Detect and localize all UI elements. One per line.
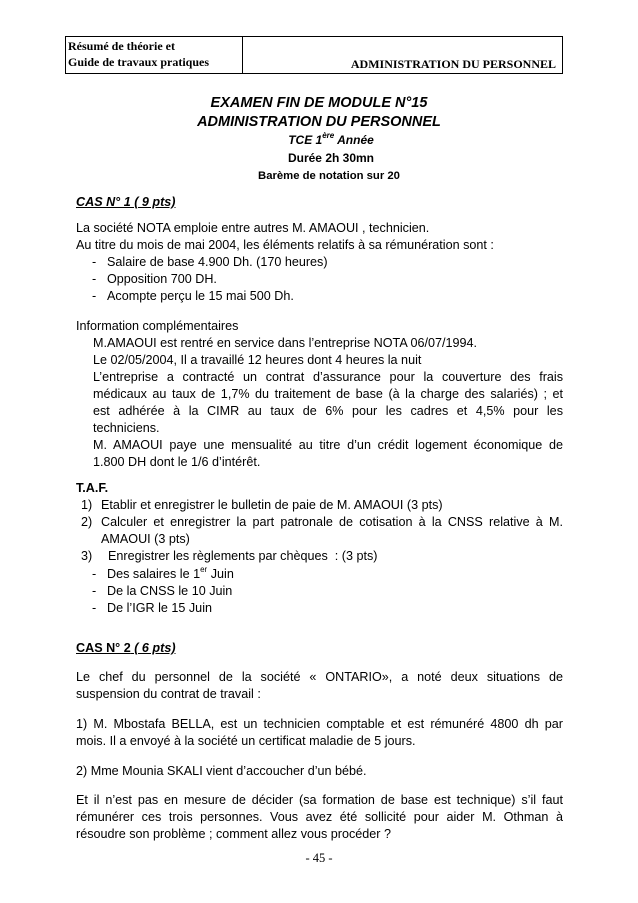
cas2-paragraph-line: Le chef du personnel de la société « ONTARIO», a noté deux situations de — [76, 670, 563, 684]
info-line: 1.800 DH dont le 1/6 d’intérêt. — [93, 455, 261, 469]
remuneration-item: Salaire de base 4.900 Dh. (170 heures) — [107, 255, 328, 269]
reglement-item: De la CNSS le 10 Juin — [107, 584, 233, 598]
exam-duration: Durée 2h 30mn — [287, 151, 375, 165]
info-line: L’entreprise a contracté un contrat d’assurance pour la couverture des frais — [93, 370, 563, 384]
page-number: - 45 - — [305, 851, 333, 865]
list-dash: - — [92, 584, 97, 598]
cas2-paragraph-line: résoudre son problème ; comment allez vous procéder ? — [76, 827, 392, 841]
info-line: M. AMAOUI paye une mensualité au titre d’un crédit logement économique de — [93, 438, 563, 452]
cas2-heading: CAS N° 2 ( 6 pts) — [76, 641, 176, 655]
list-dash: - — [92, 601, 97, 615]
taf-number: 1) — [81, 498, 93, 512]
list-dash: - — [92, 255, 97, 269]
cas2-paragraph-line: suspension du contrat de travail : — [76, 687, 261, 701]
cas1-intro-line2: Au titre du mois de mai 2004, les éléments relatifs à sa rémunération sont : — [76, 238, 494, 252]
superscript-ere: ère — [322, 131, 335, 140]
remuneration-item: Opposition 700 DH. — [107, 272, 217, 286]
remuneration-item: Acompte perçu le 15 mai 500 Dh. — [107, 289, 294, 303]
taf-item: Calculer et enregistrer la part patronale de cotisation à la CNSS relative à M. — [101, 515, 563, 529]
header-left-line1: Résumé de théorie et — [68, 39, 175, 53]
cas1-intro-line1: La société NOTA emploie entre autres M. AMAOUI , technicien. — [76, 221, 430, 235]
exam-title: EXAMEN FIN DE MODULE N°15 — [210, 95, 428, 111]
superscript-er: er — [200, 565, 208, 574]
cas2-paragraph-line: rémunérer ces trois personnes. Vous avez été sollicité pour aider M. Othman à — [76, 810, 563, 824]
reglement-item: De l’IGR le 15 Juin — [107, 601, 212, 615]
taf-number: 3) — [81, 549, 93, 563]
header-left-cell — [66, 37, 243, 73]
taf-heading: T.A.F. — [76, 481, 109, 495]
info-line: médicaux au taux de 1,7% du traitement de base (à la charge des salariés) ; et — [93, 387, 563, 401]
page-header — [65, 36, 563, 74]
list-dash: - — [92, 272, 97, 286]
cas2-paragraph-line: 2) Mme Mounia SKALI vient d’accoucher d’un bébé. — [76, 764, 367, 778]
cas2-paragraph-line: 1) M. Mbostafa BELLA, est un technicien comptable et est rémunéré 4800 dh par — [76, 717, 563, 731]
list-dash: - — [92, 289, 97, 303]
header-left-line2: Guide de travaux pratiques — [68, 55, 210, 69]
info-heading: Information complémentaires — [76, 319, 239, 333]
taf-item: AMAOUI (3 pts) — [101, 532, 190, 546]
grading-scale: Barème de notation sur 20 — [258, 170, 400, 182]
info-line: techniciens. — [93, 421, 160, 435]
taf-item: Enregistrer les règlements par chèques : (3 pts) — [101, 549, 378, 563]
list-dash: - — [92, 567, 97, 581]
cas2-paragraph-line: mois. Il a envoyé à la société un certificat maladie de 5 jours. — [76, 734, 416, 748]
cas2-paragraph-line: Et il n’est pas en mesure de décider (sa formation de base est technique) s’il faut — [76, 793, 563, 807]
reglement-item: Des salaires le 1er Juin — [107, 565, 234, 581]
taf-number: 2) — [81, 515, 93, 529]
info-line: M.AMAOUI est rentré en service dans l’entreprise NOTA 06/07/1994. — [93, 336, 478, 350]
class-year: TCE 1ère Année — [288, 131, 374, 147]
info-line: Le 02/05/2004, Il a travaillé 12 heures dont 4 heures la nuit — [93, 353, 422, 367]
cas1-heading: CAS N° 1 ( 9 pts) — [76, 195, 176, 209]
header-right-title: ADMINISTRATION DU PERSONNEL — [350, 57, 556, 71]
taf-item: Etablir et enregistrer le bulletin de paie de M. AMAOUI (3 pts) — [101, 498, 443, 512]
module-title: ADMINISTRATION DU PERSONNEL — [197, 114, 441, 130]
info-line: est adhérée à la CIMR au taux de 6% pour les cadres et 4,5% pour les — [93, 404, 563, 418]
